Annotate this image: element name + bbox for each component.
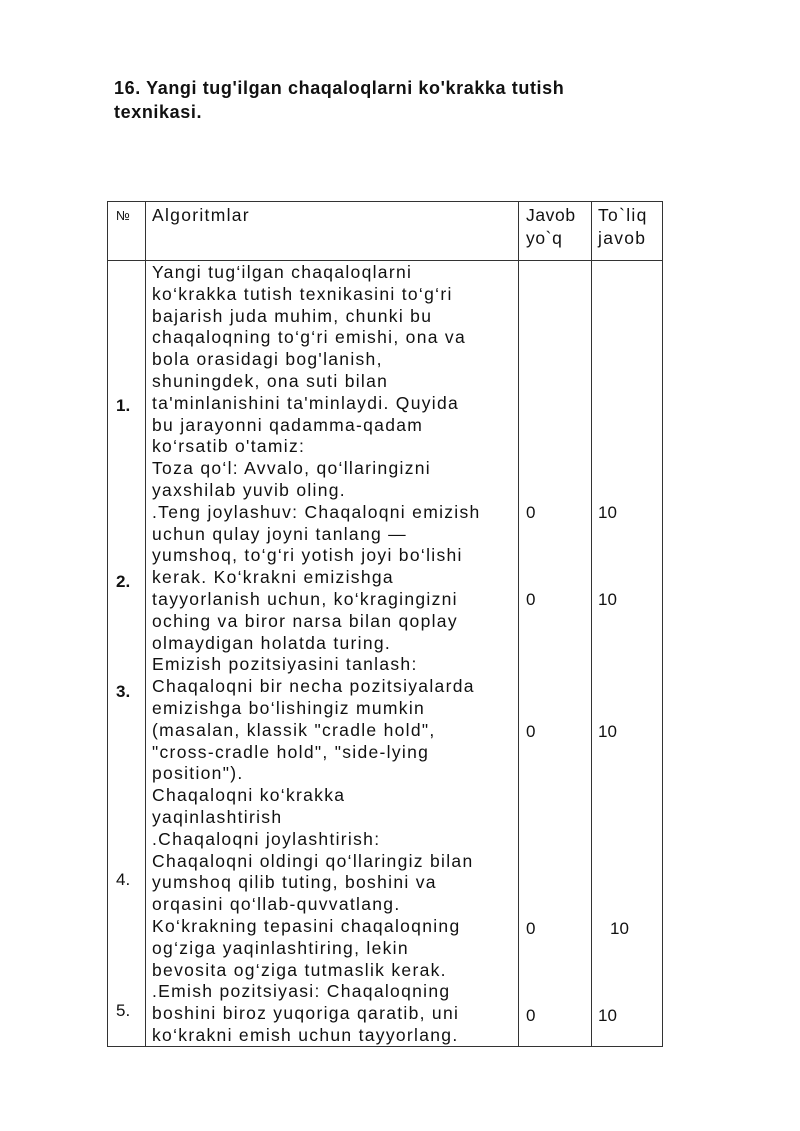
algo-line: bevosita og‘ziga tutmaslik kerak. (152, 959, 447, 980)
algo-line: og‘ziga yaqinlashtiring, lekin (152, 937, 409, 958)
algo-line: bu jarayonni qadamma-qadam (152, 414, 424, 435)
algo-line: (masalan, klassik "cradle hold", (152, 719, 436, 740)
algo-line: uchun qulay joyni tanlang — (152, 523, 407, 544)
algorithm-text (152, 262, 672, 1047)
algorithm-table (107, 201, 663, 1047)
algo-line: ko‘krakka tutish texnikasini to‘g‘ri (152, 283, 453, 304)
header-number: № (116, 208, 130, 223)
column-divider (145, 202, 146, 1046)
algo-line: Chaqaloqni ko‘krakka (152, 785, 346, 806)
title-line-2: texnikasi. (114, 102, 203, 122)
algo-line: .Chaqaloqni joylashtirish: (152, 828, 381, 849)
algo-line: Toza qo‘l: Avvalo, qo‘llaringizni (152, 458, 431, 479)
algo-line: chaqaloqning to‘g‘ri emishi, ona va (152, 327, 466, 348)
algo-line: olmaydigan holatda turing. (152, 632, 392, 653)
full-answer-score: 10 (598, 1006, 617, 1025)
algo-line: Chaqaloqni bir necha pozitsiyalarda (152, 676, 475, 697)
algo-line: Ko‘krakning tepasini chaqaloqning (152, 915, 461, 936)
row-number: 5. (116, 1001, 131, 1020)
algo-line: .Emish pozitsiyasi: Chaqaloqning (152, 981, 451, 1002)
no-answer-score: 0 (526, 919, 536, 938)
algo-line: position"). (152, 763, 244, 784)
row-number: 2. (116, 572, 131, 591)
algo-line: kerak. Ko‘krakni emizishga (152, 567, 394, 588)
full-answer-score: 10 (610, 919, 629, 938)
no-answer-score: 0 (526, 503, 536, 522)
no-answer-score: 0 (526, 590, 536, 609)
algo-line: ta'minlanishini ta'minlaydi. Quyida (152, 392, 460, 413)
header-divider (108, 260, 662, 261)
row-number: 4. (116, 870, 131, 889)
full-answer-score: 10 (598, 503, 617, 522)
algo-line: yaqinlashtirish (152, 806, 283, 827)
header-full-answer-1: To`liq (598, 205, 648, 225)
algo-line: Yangi tug‘ilgan chaqaloqlarni (152, 262, 413, 282)
algo-line: orqasini qo‘llab-quvvatlang. (152, 894, 401, 915)
algo-line: yaxshilab yuvib oling. (152, 479, 346, 500)
algo-line: Emizish pozitsiyasini tanlash: (152, 654, 418, 675)
algo-line: tayyorlanish uchun, ko‘kragingizni (152, 588, 458, 609)
row-number: 3. (116, 682, 131, 701)
algo-line: shuningdek, ona suti bilan (152, 370, 389, 391)
header-algorithms: Algoritmlar (152, 205, 250, 225)
full-answer-score: 10 (598, 722, 617, 741)
header-full-answer-2: javob (598, 228, 647, 248)
algo-line: ko‘rsatib o'tamiz: (152, 436, 306, 457)
algo-line: oching va biror narsa bilan qoplay (152, 610, 458, 631)
full-answer-score: 10 (598, 590, 617, 609)
header-no-answer-2: yo`q (526, 228, 563, 248)
header-no-answer-1: Javob (526, 205, 576, 225)
no-answer-score: 0 (526, 1006, 536, 1025)
algo-line: Chaqaloqni oldingi qo‘llaringiz bilan (152, 850, 474, 871)
algo-line: yumshoq, to‘g‘ri yotish joyi bo‘lishi (152, 545, 463, 566)
algo-line: boshini biroz yuqoriga qaratib, uni (152, 1003, 460, 1024)
algo-line: "cross-cradle hold", "side-lying (152, 741, 430, 762)
document-title (114, 76, 714, 124)
algo-line: bola orasidagi bog'lanish, (152, 349, 383, 370)
no-answer-score: 0 (526, 722, 536, 741)
algo-line: .Teng joylashuv: Chaqaloqni emizish (152, 501, 481, 522)
row-number: 1. (116, 396, 131, 415)
algo-line: bajarish juda muhim, chunki bu (152, 305, 433, 326)
algo-line: emizishga bo‘lishingiz mumkin (152, 697, 426, 718)
title-line-1: 16. Yangi tug'ilgan chaqaloqlarni ko'krakka tutish (114, 78, 565, 98)
algo-line: yumshoq qilib tuting, boshini va (152, 872, 437, 893)
algo-line: ko‘krakni emish uchun tayyorlang. (152, 1024, 459, 1045)
